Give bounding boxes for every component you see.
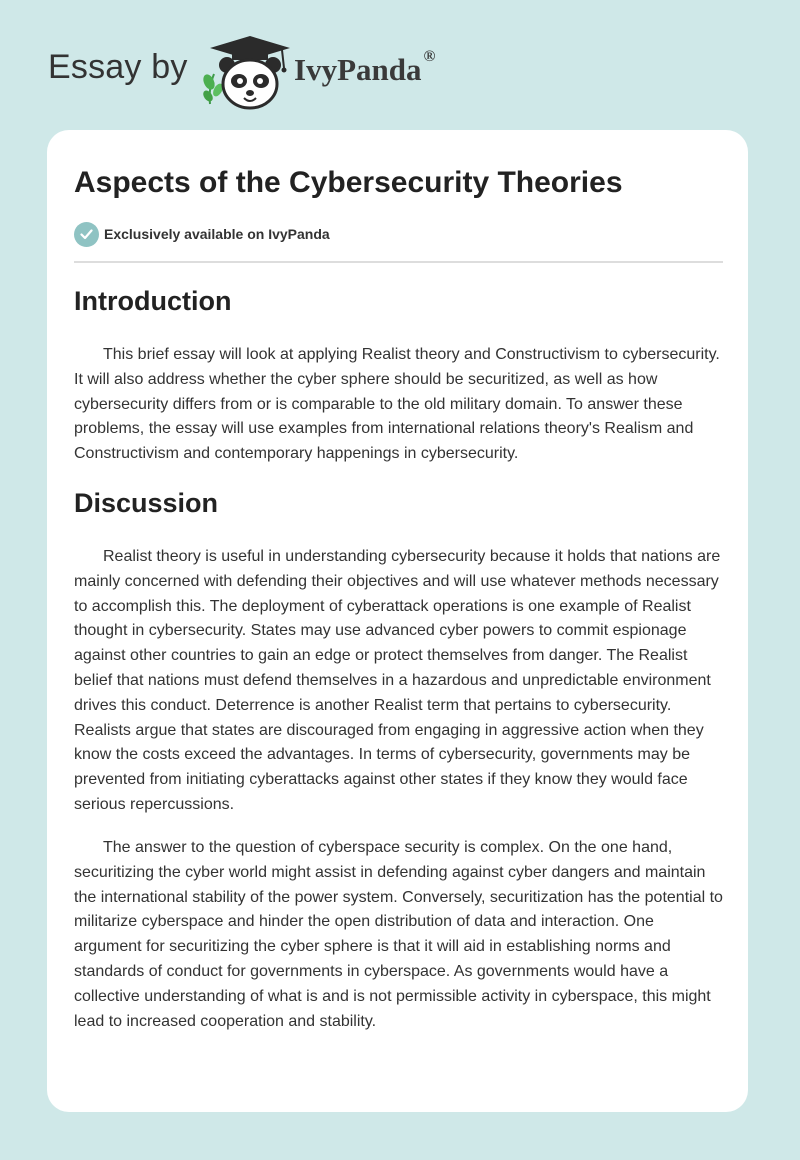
panda-mascot-icon: [200, 34, 292, 110]
divider: [74, 261, 723, 263]
brand-name: IvyPanda ®: [294, 48, 436, 87]
check-icon: [74, 222, 99, 247]
paragraph: Realist theory is useful in understanding cybersecurity because it holds that nations are mainly concerned with defending their objectives and will use whatever methods necessary to accomplish this. The deployment of cyberattack operations is one example of Realist thought in cybersecurity. States may use advanced cyber powers to commit espionage against other countries to gain an edge or protect themselves from danger. The Realist belief that nations must defend themselves in a hazardous and unpredictable environment drives this conduct. Deterrence is another Realist term that pertains to cybersecurity. Realists argue that states are discouraged from engaging in aggressive action when they know the costs exceed the advantages. In terms of cybersecurity, governments may be prevented from initiating cyberattacks against other states if they know they would face serious repercussions.: [74, 548, 721, 813]
brand-logo[interactable]: [48, 34, 488, 110]
essay-card: [47, 130, 748, 1112]
section-heading-introduction: Introduction: [74, 286, 232, 316]
section-heading-discussion: Discussion: [74, 488, 219, 518]
registered-mark: ®: [423, 48, 436, 65]
essay-title: Aspects of the Cybersecurity Theories: [74, 166, 623, 199]
paragraph: The answer to the question of cyberspace security is complex. On the one hand, securitizing the cyber world might assist in defending against cyber dangers and maintain the international stability of the power system. Conversely, securitization has the potential to militarize cyberspace and hinder the open distribution of data and interaction. One argument for securitizing the cyber sphere is that it will aid in establishing norms and standards of conduct for governments in cyberspace. As governments would have a collective understanding of what is and is not permissible activity in cyberspace, this might lead to increased cooperation and stability.: [74, 839, 723, 1030]
brand-prefix: Essay by: [48, 48, 188, 86]
paragraph: This brief essay will look at applying Realist theory and Constructivism to cybersecurity. It will also address whether the cyber sphere should be securitized, as well as how cybersecurity differs from or is comparable to the old military domain. To answer these problems, the essay will use examples from international relations theory's Realism and Constructivism and contemporary happenings in cybersecurity.: [74, 346, 720, 463]
exclusive-label: Exclusively available on IvyPanda: [104, 226, 330, 242]
exclusive-badge: [74, 221, 330, 247]
